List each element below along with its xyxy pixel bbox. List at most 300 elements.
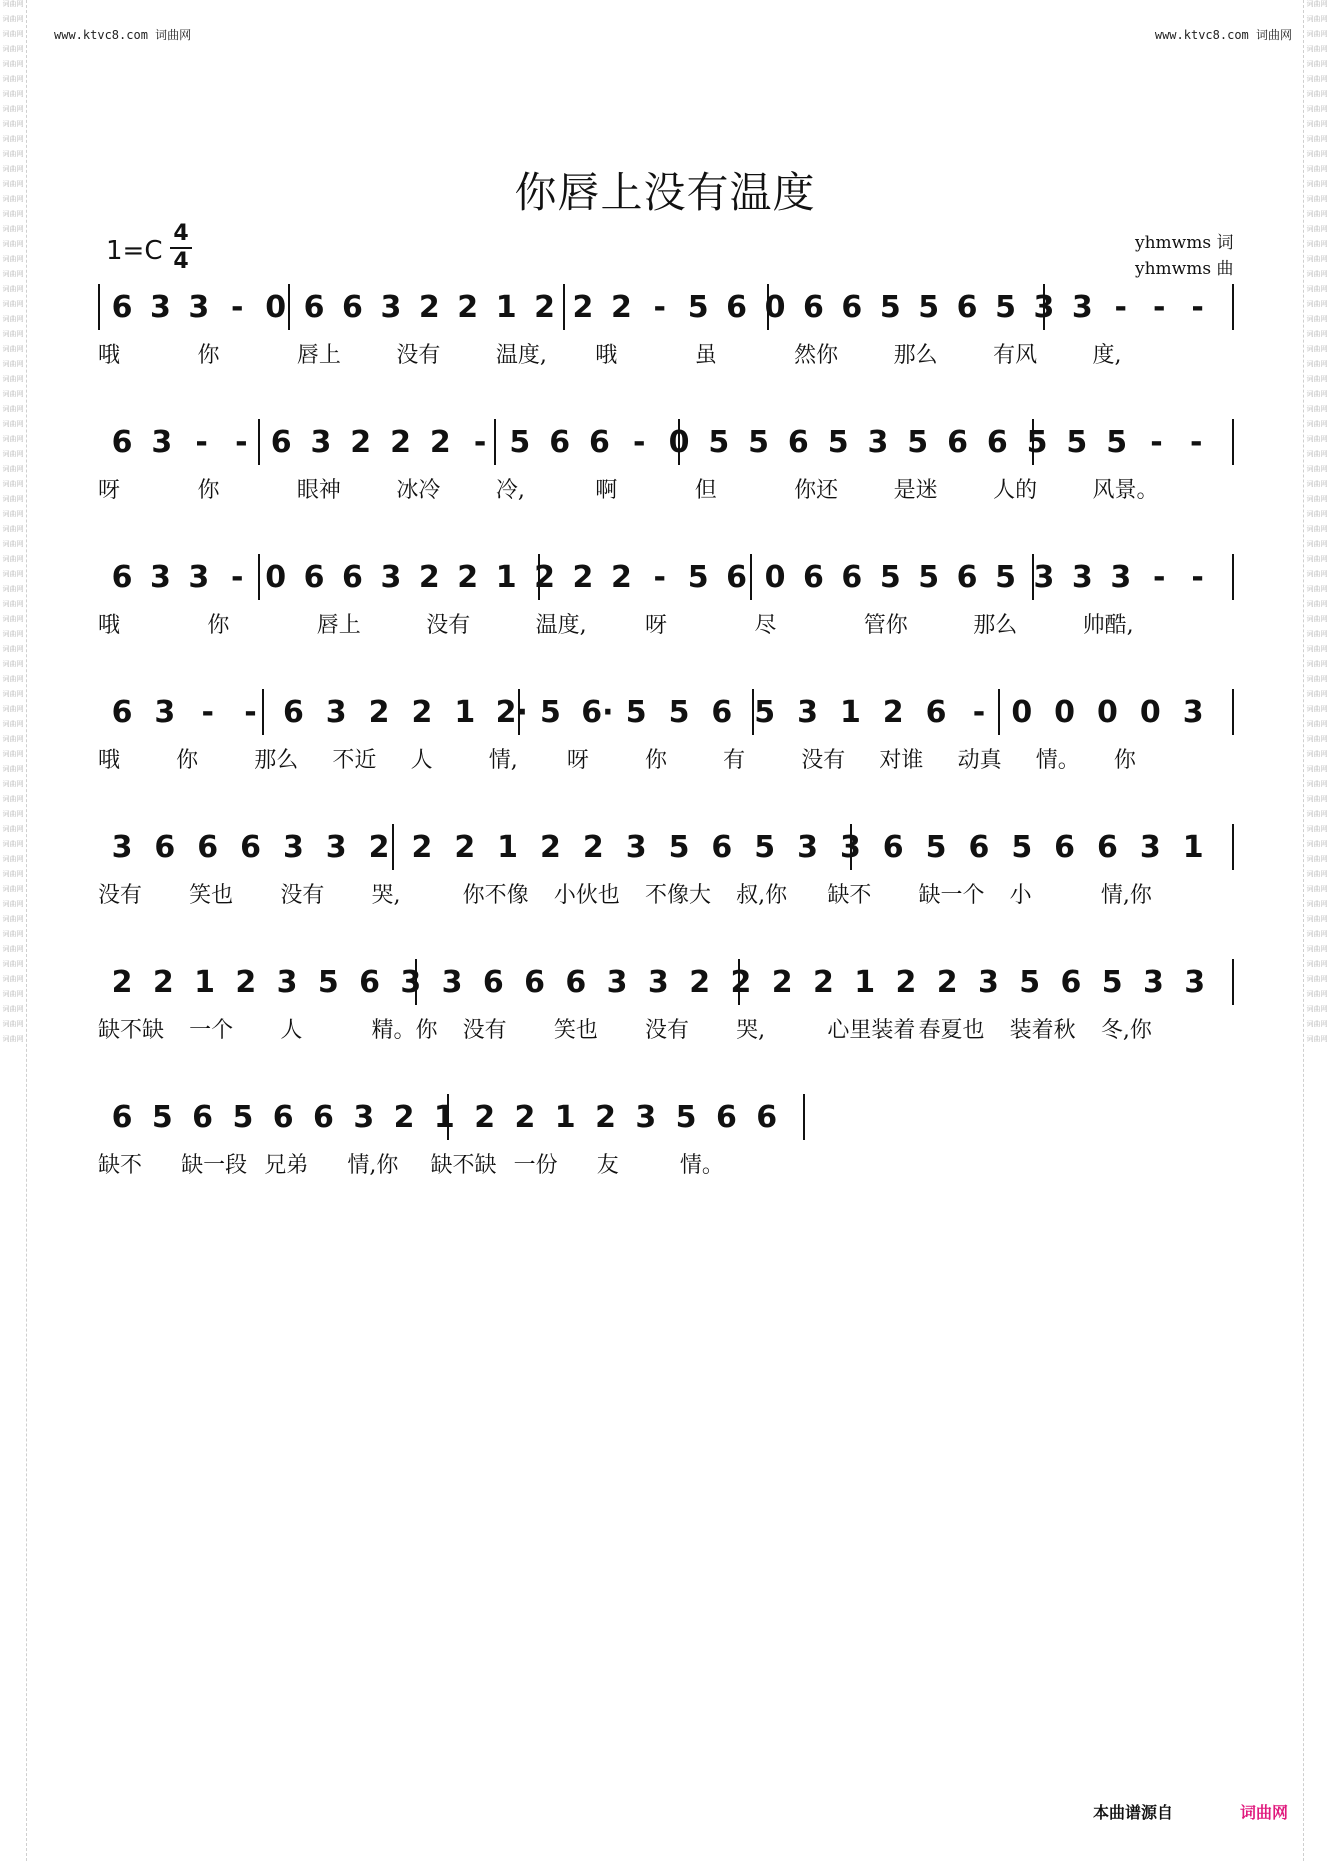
note: 3 <box>400 965 422 1000</box>
side-watermark-text: 词曲网 <box>1306 330 1328 338</box>
side-watermark-text: 词曲网 <box>2 495 24 503</box>
note: 6 <box>111 1100 133 1135</box>
song-title: 你唇上没有温度 <box>514 168 816 217</box>
side-watermark-text: 词曲网 <box>1306 810 1328 818</box>
note: 6 <box>282 695 304 730</box>
note: 2· <box>495 695 528 730</box>
note: 2 <box>429 425 451 460</box>
lyric-syllable: 温度, <box>535 613 587 638</box>
side-watermark-text: 词曲网 <box>2 930 24 938</box>
note: 2 <box>895 965 917 1000</box>
side-watermark-text: 词曲网 <box>2 1005 24 1013</box>
note: 2 <box>582 830 604 865</box>
note: 2 <box>350 425 372 460</box>
note: 2 <box>393 1100 415 1135</box>
note: - <box>1150 425 1163 460</box>
footer-site-logo: 词曲网 <box>1240 1803 1289 1822</box>
side-watermark-text: 词曲网 <box>1306 60 1328 68</box>
note: 3 <box>1110 560 1132 595</box>
side-watermark-text: 词曲网 <box>2 135 24 143</box>
note: 3 <box>325 695 347 730</box>
note: 6 <box>524 965 546 1000</box>
note: 2 <box>610 560 632 595</box>
note: - <box>244 695 257 730</box>
barline <box>1232 419 1234 465</box>
side-watermark-text: 词曲网 <box>1306 270 1328 278</box>
side-watermark-text: 词曲网 <box>2 60 24 68</box>
note: 3 <box>111 830 133 865</box>
lyric-syllable: 你 <box>207 613 230 638</box>
lyric-syllable: 没有 <box>426 613 471 638</box>
note: 6 <box>549 425 571 460</box>
side-watermark-text: 词曲网 <box>2 210 24 218</box>
lyric-syllable: 哦 <box>595 343 618 368</box>
note: 5 <box>1066 425 1088 460</box>
side-watermark-text: 词曲网 <box>1306 15 1328 23</box>
lyric-syllable: 小伙也 <box>553 883 620 908</box>
side-watermark-text: 词曲网 <box>2 1020 24 1028</box>
note: 2 <box>457 560 479 595</box>
side-watermark-text: 词曲网 <box>1306 840 1328 848</box>
note: 3 <box>1033 290 1055 325</box>
note: 2 <box>610 290 632 325</box>
note: 5 <box>827 425 849 460</box>
note: 6 <box>726 560 748 595</box>
side-watermark-text: 词曲网 <box>2 825 24 833</box>
side-watermark-text: 词曲网 <box>2 975 24 983</box>
side-watermark-text: 词曲网 <box>2 525 24 533</box>
note: 6 <box>482 965 504 1000</box>
note: 6 <box>841 290 863 325</box>
lyric-syllable: 你 <box>197 478 220 503</box>
note: 3 <box>797 830 818 865</box>
header-watermark-right: www.ktvc8.com 词曲网 <box>1154 28 1292 42</box>
lyric-syllable: 春夏也 <box>918 1018 985 1043</box>
note: 3 <box>839 830 861 865</box>
side-watermark-text: 词曲网 <box>2 690 24 698</box>
side-watermark-text: 词曲网 <box>1306 945 1328 953</box>
note: 3 <box>380 290 402 325</box>
side-watermark-text: 词曲网 <box>2 720 24 728</box>
note: 6 <box>787 425 809 460</box>
side-watermark-text: 词曲网 <box>2 75 24 83</box>
note: 3 <box>978 965 999 1000</box>
lyric-syllable: 帅酷, <box>1082 613 1134 638</box>
note: - <box>1152 290 1166 325</box>
note: 1 <box>194 965 215 1000</box>
note: 2 <box>595 1100 616 1135</box>
side-watermark-text: 词曲网 <box>2 420 24 428</box>
side-watermark-text: 词曲网 <box>1306 555 1328 563</box>
side-watermark-text: 词曲网 <box>1306 300 1328 308</box>
lyric-syllable: 你 <box>197 343 220 368</box>
note: 5 <box>879 290 901 325</box>
note: 6 <box>240 830 261 865</box>
note: 3 <box>276 965 298 1000</box>
lyric-syllable: 呀 <box>645 613 668 638</box>
note: 5 <box>687 560 709 595</box>
lyric-syllable: 兄弟 <box>264 1153 309 1178</box>
barline <box>563 284 565 330</box>
note: 0 <box>764 560 786 595</box>
note: - <box>1189 425 1203 460</box>
side-watermark-text: 词曲网 <box>1306 615 1328 623</box>
side-watermark-text: 词曲网 <box>1306 420 1328 428</box>
side-watermark-text: 词曲网 <box>2 225 24 233</box>
lyric-syllable: 笑也 <box>189 883 234 908</box>
note: 2 <box>882 695 904 730</box>
side-watermark-text: 词曲网 <box>2 465 24 473</box>
side-watermark-text: 词曲网 <box>2 765 24 773</box>
note: 0 <box>1097 695 1118 730</box>
side-watermark-text: 词曲网 <box>2 90 24 98</box>
note: 2 <box>457 290 479 325</box>
lyric-syllable: 呀 <box>98 478 121 503</box>
note: 6 <box>111 560 133 595</box>
note: 6 <box>986 425 1008 460</box>
lyric-syllable: 人 <box>410 748 433 773</box>
note: 3 <box>441 965 463 1000</box>
side-watermark-text: 词曲网 <box>1306 765 1328 773</box>
note: 1 <box>495 560 517 595</box>
lyric-syllable: 情,你 <box>347 1153 399 1178</box>
lyric-syllable: 友 <box>596 1153 619 1178</box>
barline <box>1232 824 1234 870</box>
side-watermark-text: 词曲网 <box>2 900 24 908</box>
lyric-syllable: 情。 <box>679 1153 724 1178</box>
side-watermark-text: 词曲网 <box>2 780 24 788</box>
note: 6 <box>803 560 824 595</box>
side-watermark-text: 词曲网 <box>1306 885 1328 893</box>
lyric-syllable: 人 <box>280 1018 303 1043</box>
side-watermark-text: 词曲网 <box>1306 465 1328 473</box>
side-watermark-text: 词曲网 <box>1306 195 1328 203</box>
note: 2 <box>812 965 834 1000</box>
side-watermark-text: 词曲网 <box>1306 495 1328 503</box>
lyric-syllable: 冷, <box>495 478 525 503</box>
lyric-syllable: 情, <box>488 748 518 773</box>
side-watermark-text: 词曲网 <box>1306 735 1328 743</box>
side-watermark-text: 词曲网 <box>2 390 24 398</box>
lyric-row <box>0 878 1330 908</box>
barline <box>258 419 260 465</box>
note: 6 <box>711 830 733 865</box>
time-signature-denominator: 4 <box>173 249 189 274</box>
note: 6 <box>588 425 610 460</box>
note: 6 <box>197 830 219 865</box>
note: 5 <box>1026 425 1048 460</box>
side-watermark-text: 词曲网 <box>1306 75 1328 83</box>
note: - <box>1152 560 1166 595</box>
note: 5 <box>918 290 940 325</box>
note: 5 <box>317 965 339 1000</box>
note: 6 <box>313 1100 334 1135</box>
side-watermark-text: 词曲网 <box>1306 675 1328 683</box>
note: 5 <box>748 425 769 460</box>
note: 1 <box>839 695 861 730</box>
note: 2 <box>235 965 257 1000</box>
lyric-syllable: 哭, <box>371 883 401 908</box>
note: 2 <box>534 290 555 325</box>
note: 2 <box>689 965 711 1000</box>
note: - <box>1114 290 1127 325</box>
note: 1 <box>1182 830 1204 865</box>
lyric-syllable: 尽 <box>754 613 777 638</box>
note: 6 <box>342 290 363 325</box>
note: - <box>231 290 244 325</box>
note: 2 <box>418 560 440 595</box>
note: 0 <box>265 560 287 595</box>
side-watermark-text: 词曲网 <box>1306 30 1328 38</box>
lyric-syllable: 你 <box>176 748 199 773</box>
lyric-syllable: 你还 <box>794 478 839 503</box>
side-watermark-text: 词曲网 <box>2 675 24 683</box>
lyric-syllable: 啊 <box>595 478 618 503</box>
barline <box>1232 689 1234 735</box>
lyric-syllable: 哭, <box>736 1018 766 1043</box>
note: 6 <box>565 965 587 1000</box>
side-watermark-text: 词曲网 <box>1306 960 1328 968</box>
lyric-syllable: 有风 <box>993 343 1038 368</box>
barline <box>1232 284 1234 330</box>
barline <box>750 554 752 600</box>
side-watermark-text: 词曲网 <box>2 45 24 53</box>
lyric-row <box>0 1148 1330 1178</box>
side-watermark-text: 词曲网 <box>1306 435 1328 443</box>
note: 3 <box>282 830 304 865</box>
note: 6 <box>925 695 947 730</box>
note: 5 <box>151 1100 173 1135</box>
side-watermark-text: 词曲网 <box>1306 750 1328 758</box>
side-watermark-text: 词曲网 <box>1306 165 1328 173</box>
side-watermark-text: 词曲网 <box>2 180 24 188</box>
lyric-row <box>0 608 1330 638</box>
note: - <box>653 290 666 325</box>
lyric-syllable: 一份 <box>513 1153 558 1178</box>
note: 6 <box>270 425 292 460</box>
note: 2 <box>368 830 390 865</box>
lyric-syllable: 你不像 <box>462 883 529 908</box>
lyric-row <box>0 743 1330 773</box>
side-watermark-text: 词曲网 <box>1306 1020 1328 1028</box>
side-watermark-text: 词曲网 <box>1306 150 1328 158</box>
note: 6 <box>1097 830 1118 865</box>
lyric-syllable: 冰冷 <box>396 478 441 503</box>
side-watermark-text: 词曲网 <box>2 645 24 653</box>
note: 2 <box>418 290 440 325</box>
note: 5 <box>1019 965 1041 1000</box>
note: 2 <box>411 695 433 730</box>
side-watermark-text: 词曲网 <box>1306 360 1328 368</box>
footer-source-text: 本曲谱源自 <box>1093 1803 1174 1822</box>
side-watermark-text: 词曲网 <box>1306 720 1328 728</box>
lyric-syllable: 情。 <box>1035 748 1080 773</box>
note: 3 <box>188 290 210 325</box>
note: 3 <box>606 965 628 1000</box>
note: 2 <box>771 965 793 1000</box>
lyric-syllable: 不像大 <box>645 883 712 908</box>
lyric-syllable: 不近 <box>332 748 377 773</box>
lyric-syllable: 虽 <box>694 343 717 368</box>
side-watermark-text: 词曲网 <box>1306 900 1328 908</box>
side-watermark-text: 词曲网 <box>2 855 24 863</box>
lyric-syllable: 你 <box>1113 748 1136 773</box>
note: 0 <box>764 290 786 325</box>
side-watermark-text: 词曲网 <box>1306 990 1328 998</box>
side-watermark-text: 词曲网 <box>2 660 24 668</box>
side-watermark-text: 词曲网 <box>1306 600 1328 608</box>
note: 2 <box>514 1100 536 1135</box>
note: 3 <box>353 1100 375 1135</box>
side-watermark-text: 词曲网 <box>2 315 24 323</box>
lyric-syllable: 叔,你 <box>736 883 788 908</box>
note: 5 <box>1101 965 1123 1000</box>
side-watermark-text: 词曲网 <box>2 195 24 203</box>
side-watermark-text: 词曲网 <box>1306 915 1328 923</box>
lyric-syllable: 人的 <box>993 478 1038 503</box>
lyric-syllable: 是迷 <box>893 478 938 503</box>
note: 2 <box>540 830 561 865</box>
note: 3 <box>1143 965 1164 1000</box>
note: 2 <box>730 965 752 1000</box>
time-signature <box>170 222 192 274</box>
note: 3 <box>149 560 171 595</box>
side-watermark-text: 词曲网 <box>2 555 24 563</box>
side-watermark-text: 词曲网 <box>2 840 24 848</box>
lyric-syllable: 精。你 <box>371 1018 438 1043</box>
lyric-syllable: 冬,你 <box>1100 1018 1152 1043</box>
side-watermark-text: 词曲网 <box>1306 120 1328 128</box>
lyric-syllable: 呀 <box>566 748 589 773</box>
note: 6 <box>272 1100 294 1135</box>
side-watermark-text: 词曲网 <box>2 540 24 548</box>
note: 6 <box>1054 830 1076 865</box>
side-watermark-text: 词曲网 <box>2 0 24 8</box>
side-watermark-text: 词曲网 <box>2 150 24 158</box>
note: 6 <box>192 1100 214 1135</box>
side-watermark-text: 词曲网 <box>1306 660 1328 668</box>
lyric-syllable: 缺一个 <box>918 883 985 908</box>
side-watermark-text: 词曲网 <box>1306 390 1328 398</box>
side-watermark-text: 词曲网 <box>1306 450 1328 458</box>
note: - <box>653 560 666 595</box>
lyric-syllable: 然你 <box>794 343 839 368</box>
note: 6 <box>956 560 978 595</box>
note: 3 <box>797 695 818 730</box>
side-watermark-text: 词曲网 <box>2 705 24 713</box>
lyric-syllable: 那么 <box>973 613 1018 638</box>
note: 3 <box>1182 695 1204 730</box>
lyric-syllable: 缺不 <box>98 1153 143 1178</box>
side-watermark-text: 词曲网 <box>1306 225 1328 233</box>
side-watermark-text: 词曲网 <box>1306 480 1328 488</box>
side-watermark-text: 词曲网 <box>2 600 24 608</box>
note: 1 <box>554 1100 576 1135</box>
note: - <box>235 425 248 460</box>
note: 3 <box>188 560 210 595</box>
note: 5 <box>625 695 647 730</box>
note: 3 <box>1139 830 1161 865</box>
side-watermark-text: 词曲网 <box>1306 780 1328 788</box>
note: - <box>1191 290 1204 325</box>
note: 6 <box>803 290 824 325</box>
note: 6 <box>882 830 904 865</box>
note: 3 <box>1071 290 1093 325</box>
lyric-syllable: 没有 <box>645 1018 690 1043</box>
side-watermark-text: 词曲网 <box>2 285 24 293</box>
lyric-syllable: 没有 <box>801 748 846 773</box>
note: 3 <box>1071 560 1093 595</box>
side-watermark-text: 词曲网 <box>1306 570 1328 578</box>
key-signature: 1=C <box>106 236 163 266</box>
lyric-syllable: 小 <box>1009 883 1032 908</box>
note: 5 <box>687 290 709 325</box>
note: 3 <box>647 965 669 1000</box>
lyric-syllable: 一个 <box>189 1018 234 1043</box>
side-watermark-text: 词曲网 <box>2 360 24 368</box>
side-watermark-text: 词曲网 <box>1306 285 1328 293</box>
side-watermark-text: 词曲网 <box>1306 180 1328 188</box>
note: 6 <box>756 1100 778 1135</box>
note: 3 <box>380 560 402 595</box>
note: 0 <box>265 290 287 325</box>
side-watermark-text: 词曲网 <box>2 270 24 278</box>
side-watermark-text: 词曲网 <box>2 1035 24 1043</box>
lyric-syllable: 没有 <box>396 343 441 368</box>
side-watermark-text: 词曲网 <box>1306 90 1328 98</box>
lyric-syllable: 那么 <box>254 748 299 773</box>
side-watermark-text: 词曲网 <box>2 570 24 578</box>
side-watermark-text: 词曲网 <box>1306 1035 1328 1043</box>
note: 6 <box>303 560 325 595</box>
side-watermark-text: 词曲网 <box>1306 255 1328 263</box>
note: 0 <box>1139 695 1161 730</box>
note: 1 <box>854 965 876 1000</box>
note: - <box>972 695 986 730</box>
barline <box>98 284 100 330</box>
lyric-syllable: 缺一段 <box>181 1153 248 1178</box>
barline <box>803 1094 805 1140</box>
side-watermark-text: 词曲网 <box>1306 315 1328 323</box>
lyric-syllable: 没有 <box>280 883 325 908</box>
note: 6 <box>154 830 176 865</box>
note: 1 <box>495 290 517 325</box>
side-watermark-text: 词曲网 <box>1306 975 1328 983</box>
note: 5 <box>540 695 561 730</box>
side-watermark-text: 词曲网 <box>1306 210 1328 218</box>
note: 3 <box>625 830 647 865</box>
side-watermark-text: 词曲网 <box>1306 0 1328 8</box>
lyric-syllable: 风景。 <box>1092 478 1159 503</box>
side-watermark-text: 词曲网 <box>2 435 24 443</box>
lyric-syllable: 动真 <box>957 748 1002 773</box>
note: 6 <box>715 1100 737 1135</box>
side-watermark-text: 词曲网 <box>2 510 24 518</box>
side-watermark-text: 词曲网 <box>2 345 24 353</box>
side-watermark-text: 词曲网 <box>1306 795 1328 803</box>
side-watermark-text: 词曲网 <box>2 990 24 998</box>
note: 3 <box>154 695 176 730</box>
side-watermark-text: 词曲网 <box>1306 240 1328 248</box>
note: 3 <box>635 1100 657 1135</box>
side-watermark-text: 词曲网 <box>2 375 24 383</box>
side-watermark-text: 词曲网 <box>2 960 24 968</box>
note: 1 <box>454 695 476 730</box>
side-watermark-text: 词曲网 <box>2 255 24 263</box>
note: 5 <box>907 425 929 460</box>
lyric-syllable: 缺不 <box>827 883 872 908</box>
barline <box>288 284 290 330</box>
